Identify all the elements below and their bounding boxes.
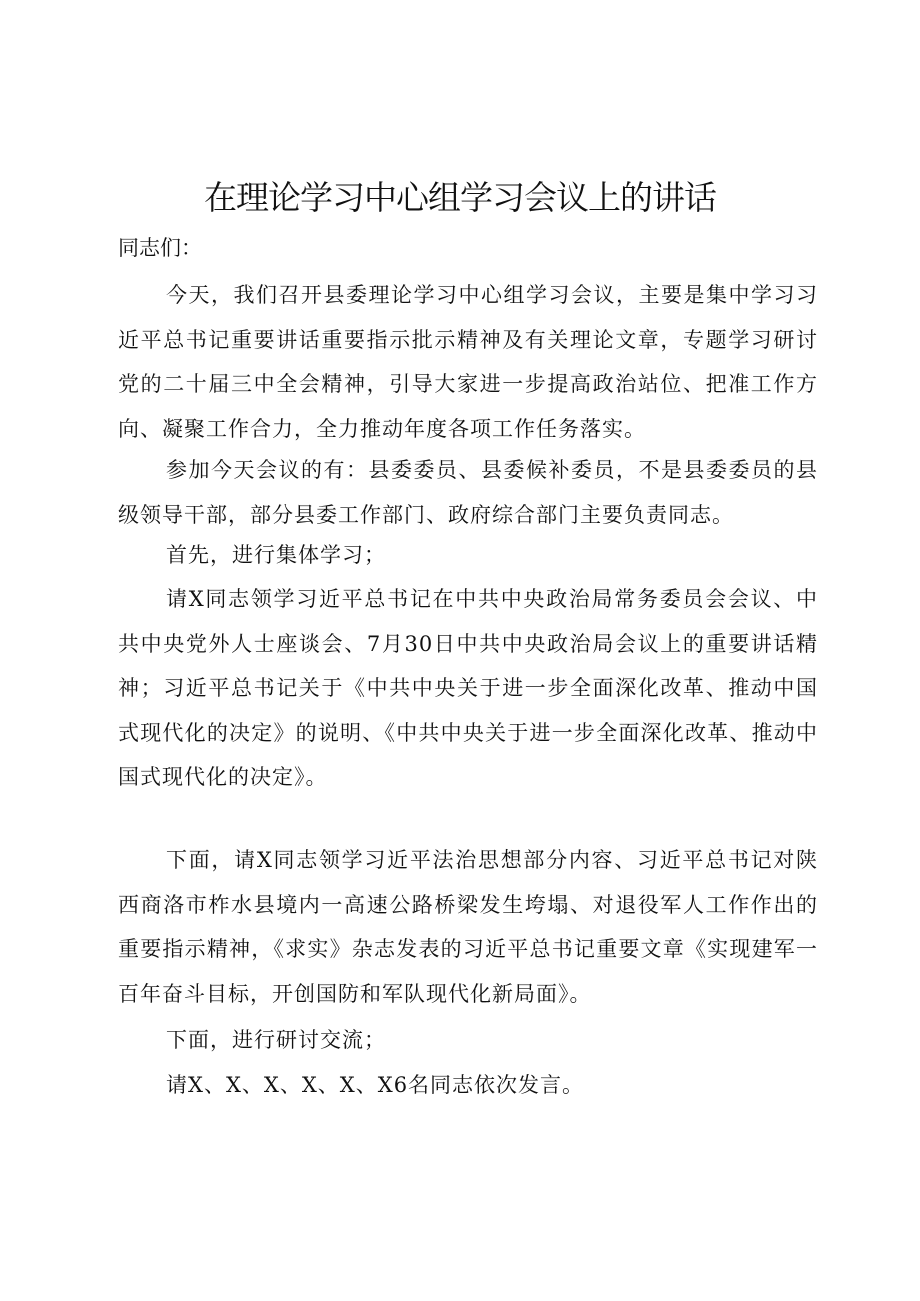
paragraph-speakers: 请X、X、X、X、X、X6名同志依次发言。	[166, 1073, 585, 1097]
paragraph-study-content-1: 请X同志领学习近平总书记在中共中央政治局常务委员会会议、中共中央党外人士座谈会、7月30日中共中央政治局会议上的重要讲话精神；习近平总书记关于《中共中央关于进一步全面深化改革、推动中国式现代化的决定》的说明、《中共中央关于进一步全面深化改革、推动中国式现代化的决定》。	[118, 587, 818, 789]
greeting: 同志们：	[118, 236, 202, 260]
paragraph-discussion: 下面，进行研讨交流；	[166, 1028, 386, 1052]
paragraph-study-content-2: 下面，请X同志领学习近平法治思想部分内容、习近平总书记对陕西商洛市柞水县境内一高速公路桥梁发生垮塌、对退役军人工作作出的重要指示精神，《求实》杂志发表的习近平总书记重要文章《实现建军一百年奋斗目标，开创国防和军队现代化新局面》。	[118, 848, 818, 1006]
paragraph-opening: 今天，我们召开县委理论学习中心组学习会议，主要是集中学习习近平总书记重要讲话重要指示批示精神及有关理论文章，专题学习研讨党的二十届三中全会精神，引导大家进一步提高政治站位、把准工作方向、凝聚工作合力，全力推动年度各项工作任务落实。	[118, 283, 818, 441]
document-title: 在理论学习中心组学习会议上的讲话	[204, 178, 716, 217]
paragraph-group-study: 首先，进行集体学习；	[166, 543, 386, 567]
paragraph-attendees: 参加今天会议的有：县委委员、县委候补委员，不是县委委员的县级领导干部，部分县委工作部门、政府综合部门主要负责同志。	[118, 458, 818, 527]
